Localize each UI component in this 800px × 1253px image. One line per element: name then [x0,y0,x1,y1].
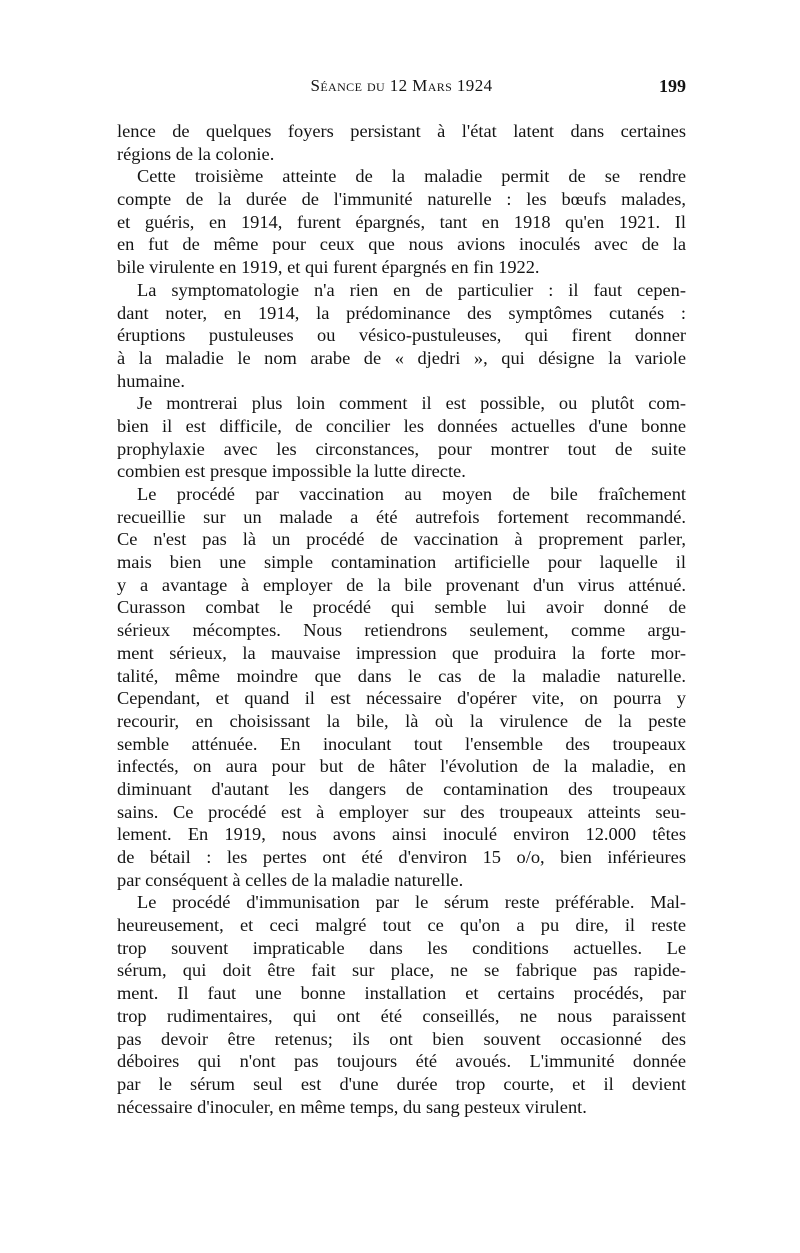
text-line: heureusement, et ceci malgré tout ce qu'on a pu dire, il reste [117,915,686,936]
text-line: talité, même moindre que dans le cas de la maladie naturelle. [117,665,686,686]
text-line: lement. En 1919, nous avons ainsi inoculé environ 12.000 têtes [117,824,686,845]
text-line: Ce n'est pas là un procédé de vaccination à proprement parler, [117,529,686,550]
page-header [117,76,686,102]
page-number: 199 [659,76,686,96]
text-line: combien est presque impossible la lutte directe. [117,461,466,482]
text-line: trop souvent impraticable dans les conditions actuelles. Le [117,937,686,958]
text-line: à la maladie le nom arabe de « djedri », qui désigne la variole [117,347,686,368]
paragraph [117,120,686,165]
text-line: La symptomatologie n'a rien en de particulier : il faut cepen- [137,279,686,300]
text-line: sérum, qui doit être fait sur place, ne se fabrique pas rapide- [117,960,686,981]
paragraph [117,392,686,483]
text-line: pas devoir être retenus; ils ont bien souvent occasionné des [117,1028,686,1049]
text-line: lence de quelques foyers persistant à l'état latent dans certaines [117,121,686,141]
text-line: Le procédé par vaccination au moyen de bile fraîchement [137,484,686,504]
text-line: trop rudimentaires, qui ont été conseillés, ne nous paraissent [117,1005,686,1026]
text-line: en fut de même pour ceux que nous avions inoculés avec de la [117,234,686,255]
text-line: de bétail : les pertes ont été d'environ 15 o/o, bien inférieures [117,847,686,867]
text-line: ment. Il faut une bonne installation et certains procédés, par [117,983,686,1004]
paragraph [117,279,686,392]
body-text [117,120,686,1118]
paragraph [117,165,686,278]
paragraph [117,483,686,891]
text-line: par conséquent à celles de la maladie naturelle. [117,869,464,890]
text-line: mais bien une simple contamination artificielle pour laquelle il [117,552,686,573]
text-line: compte de la durée de l'immunité naturelle : les bœufs malades, [117,189,686,210]
text-line: par le sérum seul est d'une durée trop courte, et il devient [117,1073,686,1094]
text-line: sérieux mécomptes. Nous retiendrons seulement, comme argu- [117,620,686,641]
text-line: nécessaire d'inoculer, en même temps, du sang pesteux virulent. [117,1096,587,1117]
text-line: et guéris, en 1914, furent épargnés, tant en 1918 qu'en 1921. Il [117,211,686,232]
running-head: Séance du 12 Mars 1924 [310,76,493,95]
text-line: déboires qui n'ont pas toujours été avoués. L'immunité donnée [117,1051,686,1072]
text-line: y a avantage à employer de la bile provenant d'un virus atténué. [117,574,686,595]
paragraph [117,891,686,1118]
text-line: dant noter, en 1914, la prédominance des symptômes cutanés : [117,302,686,323]
text-line: ment sérieux, la mauvaise impression que produira la forte mor- [117,642,686,663]
text-line: diminuant d'autant les dangers de contamination des troupeaux [117,778,686,799]
text-line: éruptions pustuleuses ou vésico-pustuleuses, qui firent donner [117,325,686,346]
text-line: Le procédé d'immunisation par le sérum reste préférable. Mal- [137,892,686,913]
text-line: Cependant, et quand il est nécessaire d'opérer vite, on pourra y [117,688,686,709]
text-line: recueillie sur un malade a été autrefois fortement recommandé. [117,506,686,527]
text-line: semble atténuée. En inoculant tout l'ensemble des troupeaux [117,733,686,754]
text-line: Curasson combat le procédé qui semble lui avoir donné de [117,597,686,618]
text-line: bile virulente en 1919, et qui furent épargnés en fin 1922. [117,257,540,278]
text-line: Je montrerai plus loin comment il est possible, ou plutôt com- [137,393,686,414]
text-line: régions de la colonie. [117,143,275,164]
text-line: infectés, on aura pour but de hâter l'évolution de la maladie, en [117,756,686,777]
text-line: recourir, en choisissant la bile, là où la virulence de la peste [117,710,686,731]
text-line: Cette troisième atteinte de la maladie permit de se rendre [137,166,686,187]
text-line: bien il est difficile, de concilier les données actuelles d'une bonne [117,415,686,436]
text-line: prophylaxie avec les circonstances, pour montrer tout de suite [117,438,686,459]
text-line: humaine. [117,370,185,391]
text-line: sains. Ce procédé est à employer sur des troupeaux atteints seu- [117,801,686,822]
